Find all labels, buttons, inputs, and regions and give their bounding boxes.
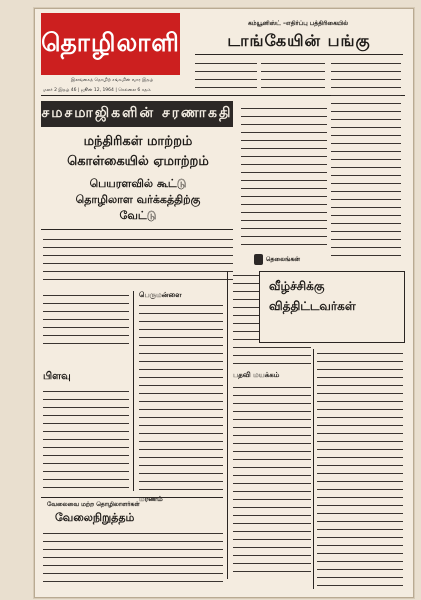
lead-intro-text (43, 235, 233, 283)
lead-deck-4: தொழிலாள வர்க்கத்திற்கு (75, 193, 201, 206)
right-box-line-2: வித்திட்டவர்கள் (269, 299, 356, 313)
left-col-text-2 (43, 387, 129, 491)
lead-deck-3: பெயரளவில் கூட்டு (89, 177, 187, 190)
lead-rule (41, 229, 233, 230)
right-col-text (317, 349, 403, 589)
lead-deck-1: மந்திரிகள் மாற்றம் (83, 134, 193, 149)
left-col-rule (133, 291, 134, 491)
top-head-rule (195, 54, 403, 55)
author-photo (254, 254, 263, 265)
left-bottom-text (43, 529, 223, 589)
section-head-2: வேலைவை மற்ற தொழிலாளர்கள் (47, 501, 140, 508)
right-col-rule (313, 349, 314, 589)
mid-article-col (241, 104, 327, 249)
masthead-subtitle: இலங்கைத் தொழிற் சங்கமின் வார இதழ் (70, 78, 154, 83)
lead-deck-5: வேட்டு (119, 209, 157, 222)
second-col-rule (227, 271, 228, 579)
top-article-col1 (195, 59, 257, 89)
newspaper-page (34, 8, 414, 598)
second-col-text (139, 301, 223, 491)
left-bottom-rule (41, 497, 223, 498)
section-head-4: பெருமன்ளை (139, 291, 182, 299)
section-head-6: பதவி மயக்கம் (233, 371, 280, 379)
right-box-line-1: வீழ்ச்சிக்கு (269, 279, 325, 293)
issue-line: மலர் 2 இதழ் 46 | ஜூன் 12, 1964 | செல்லை 6 சதம் (43, 88, 151, 93)
section-head-5: மரணம் (139, 495, 163, 503)
top-headline: டாங்கேயின் பங்கு (227, 31, 371, 50)
top-article-col2 (261, 59, 325, 89)
lead-deck-2: கொள்கையில் ஏமாற்றம் (67, 154, 209, 169)
author-badge (254, 253, 300, 266)
masthead-title: தொழிலாளி (41, 13, 180, 75)
author-name: தெலைங்கன் (265, 255, 300, 263)
left-col-text-1 (43, 291, 129, 347)
section-head-3: வேலைநிறுத்தம் (55, 511, 135, 524)
top-kicker: கம்யூனிஸ்ட் –எதிர்ப்பு பத்திரிகையில் (247, 20, 349, 27)
section-head-1: பிளவு (43, 371, 71, 382)
top-article-col3 (331, 59, 401, 259)
third-col-text-2 (233, 383, 311, 579)
lead-banner: சமசமாஜிகளின் சரணாகதி (41, 101, 233, 127)
